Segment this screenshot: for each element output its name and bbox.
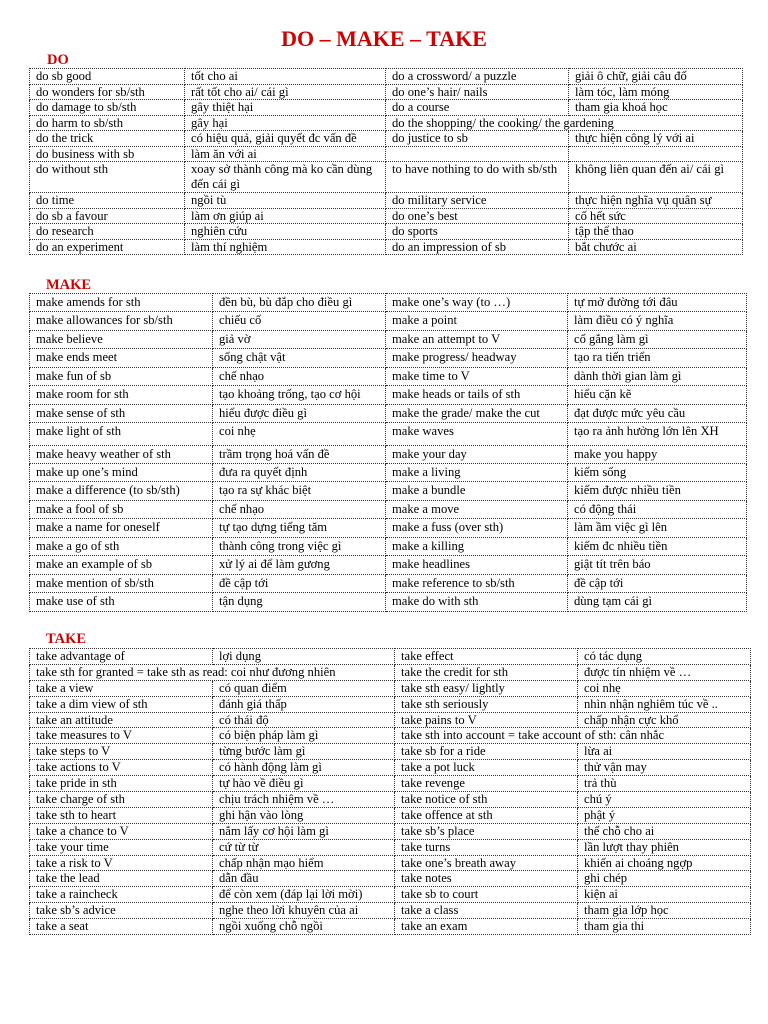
take-phrase-cell: take pride in sth — [30, 776, 213, 792]
take-phrase-cell: take a view — [30, 680, 213, 696]
make-meaning-cell: đạt được mức yêu cầu — [568, 404, 747, 422]
take-table-row — [30, 744, 751, 760]
do-phrase-cell: do harm to sb/sth — [30, 115, 185, 131]
take-meaning-cell: chú ý — [578, 792, 751, 808]
take-phrase-cell: take sth easy/ lightly — [395, 680, 578, 696]
take-phrase-cell: take a raincheck — [30, 887, 213, 903]
make-meaning-cell: tận dụng — [213, 593, 386, 611]
make-table — [29, 293, 747, 612]
make-table-row — [30, 312, 747, 330]
take-meaning-cell: thế chỗ cho ai — [578, 823, 751, 839]
take-meaning-cell: nắm lấy cơ hội làm gì — [213, 823, 395, 839]
take-table-row — [30, 712, 751, 728]
do-table-row — [30, 84, 743, 100]
do-meaning-cell: gây hại — [185, 115, 386, 131]
make-phrase-cell: make a difference (to sb/sth) — [30, 482, 213, 500]
do-table-row — [30, 224, 743, 240]
do-meaning-cell — [569, 146, 743, 162]
make-phrase-cell: make a killing — [386, 537, 568, 555]
take-table-row — [30, 680, 751, 696]
do-phrase-cell: do without sth — [30, 162, 185, 193]
make-table-row — [30, 537, 747, 555]
do-phrase-cell: do the shopping/ the cooking/ the gardening — [386, 115, 743, 131]
make-meaning-cell: đề cập tới — [213, 574, 386, 592]
make-meaning-cell: tự mở đường tới đâu — [568, 294, 747, 312]
take-meaning-cell: nhìn nhận nghiêm túc về .. — [578, 696, 751, 712]
make-phrase-cell: make do with sth — [386, 593, 568, 611]
take-table-row — [30, 760, 751, 776]
take-phrase-cell: take actions to V — [30, 760, 213, 776]
take-meaning-cell: có thái độ — [213, 712, 395, 728]
take-meaning-cell: khiến ai choáng ngợp — [578, 855, 751, 871]
do-table-row — [30, 193, 743, 209]
make-meaning-cell: hiểu được điều gì — [213, 404, 386, 422]
take-meaning-cell: coi nhẹ — [578, 680, 751, 696]
make-meaning-cell: tự tạo dựng tiếng tăm — [213, 519, 386, 537]
take-table-row — [30, 903, 751, 919]
take-phrase-cell: take measures to V — [30, 728, 213, 744]
take-meaning-cell: lần lượt thay phiên — [578, 839, 751, 855]
take-table-row — [30, 728, 751, 744]
make-table-row — [30, 330, 747, 348]
take-meaning-cell: đánh giá thấp — [213, 696, 395, 712]
take-phrase-cell: take a chance to V — [30, 823, 213, 839]
do-table-row — [30, 162, 743, 193]
take-phrase-cell: take turns — [395, 839, 578, 855]
take-table-row — [30, 855, 751, 871]
do-phrase-cell: do wonders for sb/sth — [30, 84, 185, 100]
do-meaning-cell: tập thể thao — [569, 224, 743, 240]
make-table-row — [30, 367, 747, 385]
make-table-row — [30, 593, 747, 611]
make-phrase-cell: make the grade/ make the cut — [386, 404, 568, 422]
do-phrase-cell: do one’s hair/ nails — [386, 84, 569, 100]
take-table-row — [30, 807, 751, 823]
make-meaning-cell: cố gắng làm gì — [568, 330, 747, 348]
make-meaning-cell: tạo ra tiến triển — [568, 349, 747, 367]
take-meaning-cell: từng bước làm gì — [213, 744, 395, 760]
make-table-row — [30, 464, 747, 482]
do-meaning-cell: thực hiện công lý với ai — [569, 131, 743, 147]
make-phrase-cell: make reference to sb/sth — [386, 574, 568, 592]
do-meaning-cell: bắt chước ai — [569, 239, 743, 255]
take-meaning-cell: chấp nhận cực khổ — [578, 712, 751, 728]
take-section-label: TAKE — [46, 631, 87, 647]
do-phrase-cell: do military service — [386, 193, 569, 209]
make-meaning-cell: make you happy — [568, 445, 747, 463]
do-phrase-cell: do one’s best — [386, 208, 569, 224]
take-phrase-cell: take sb to court — [395, 887, 578, 903]
make-table-row — [30, 349, 747, 367]
make-phrase-cell: make a go of sth — [30, 537, 213, 555]
make-phrase-cell: make heavy weather of sth — [30, 445, 213, 463]
take-phrase-cell: take sth to heart — [30, 807, 213, 823]
do-meaning-cell: tốt cho ai — [185, 69, 386, 85]
take-phrase-cell: take sth into account = take account of sth: cân nhắc — [395, 728, 751, 744]
take-phrase-cell: take your time — [30, 839, 213, 855]
take-phrase-cell: take a risk to V — [30, 855, 213, 871]
make-table-row — [30, 519, 747, 537]
make-phrase-cell: make a living — [386, 464, 568, 482]
do-phrase-cell: do an impression of sb — [386, 239, 569, 255]
make-meaning-cell: dành thời gian làm gì — [568, 367, 747, 385]
take-phrase-cell: take effect — [395, 649, 578, 665]
make-table-row — [30, 574, 747, 592]
make-meaning-cell: tạo khoảng trống, tạo cơ hội — [213, 386, 386, 404]
make-meaning-cell: có động thái — [568, 500, 747, 518]
do-phrase-cell: do business with sb — [30, 146, 185, 162]
make-table-row — [30, 482, 747, 500]
make-phrase-cell: make light of sth — [30, 423, 213, 446]
do-phrase-cell: do time — [30, 193, 185, 209]
take-meaning-cell: có quan điểm — [213, 680, 395, 696]
make-phrase-cell: make sense of sth — [30, 404, 213, 422]
take-phrase-cell: take notice of sth — [395, 792, 578, 808]
make-meaning-cell: làm ầm việc gì lên — [568, 519, 747, 537]
make-table-row — [30, 386, 747, 404]
take-meaning-cell: tham gia lớp học — [578, 903, 751, 919]
take-table-row — [30, 696, 751, 712]
take-meaning-cell: ghi hận vào lòng — [213, 807, 395, 823]
make-phrase-cell: make allowances for sb/sth — [30, 312, 213, 330]
take-meaning-cell: có hành động làm gì — [213, 760, 395, 776]
do-table-row — [30, 100, 743, 116]
make-phrase-cell: make heads or tails of sth — [386, 386, 568, 404]
make-phrase-cell: make time to V — [386, 367, 568, 385]
make-phrase-cell: make room for sth — [30, 386, 213, 404]
make-phrase-cell: make believe — [30, 330, 213, 348]
do-meaning-cell: làm ơn giúp ai — [185, 208, 386, 224]
do-phrase-cell: do justice to sb — [386, 131, 569, 147]
take-phrase-cell: take sb for a ride — [395, 744, 578, 760]
do-meaning-cell: có hiệu quả, giải quyết đc vấn đề — [185, 131, 386, 147]
do-table-row — [30, 146, 743, 162]
make-meaning-cell: thành công trong việc gì — [213, 537, 386, 555]
take-meaning-cell: ngồi xuống chỗ ngồi — [213, 919, 395, 935]
make-meaning-cell: dùng tạm cái gì — [568, 593, 747, 611]
make-meaning-cell: coi nhẹ — [213, 423, 386, 446]
do-meaning-cell: làm thí nghiệm — [185, 239, 386, 255]
take-table-row — [30, 823, 751, 839]
take-table — [29, 648, 751, 935]
make-meaning-cell: chiếu cố — [213, 312, 386, 330]
do-table-row — [30, 208, 743, 224]
do-table-row — [30, 69, 743, 85]
take-phrase-cell: take one’s breath away — [395, 855, 578, 871]
make-phrase-cell: make up one’s mind — [30, 464, 213, 482]
make-section-label: MAKE — [46, 277, 92, 293]
do-section-label: DO — [47, 52, 69, 68]
make-table-row — [30, 556, 747, 574]
make-phrase-cell: make your day — [386, 445, 568, 463]
do-meaning-cell: thực hiện nghĩa vụ quân sự — [569, 193, 743, 209]
make-phrase-cell: make a fuss (over sth) — [386, 519, 568, 537]
make-phrase-cell: make use of sth — [30, 593, 213, 611]
make-phrase-cell: make an example of sb — [30, 556, 213, 574]
do-meaning-cell: làm ăn với ai — [185, 146, 386, 162]
do-meaning-cell: ngồi tù — [185, 193, 386, 209]
page-title: DO – MAKE – TAKE — [281, 26, 487, 51]
take-phrase-cell: take notes — [395, 871, 578, 887]
take-meaning-cell: thử vận may — [578, 760, 751, 776]
do-meaning-cell: không liên quan đến ai/ cái gì — [569, 162, 743, 193]
take-phrase-cell: take sth seriously — [395, 696, 578, 712]
do-phrase-cell: do the trick — [30, 131, 185, 147]
take-table-row — [30, 887, 751, 903]
do-phrase-cell: do damage to sb/sth — [30, 100, 185, 116]
make-meaning-cell: đền bù, bù đắp cho điều gì — [213, 294, 386, 312]
take-meaning-cell: để còn xem (đáp lại lời mời) — [213, 887, 395, 903]
take-meaning-cell: được tín nhiệm về … — [578, 664, 751, 680]
take-phrase-cell: take the lead — [30, 871, 213, 887]
make-meaning-cell: trầm trọng hoá vấn đề — [213, 445, 386, 463]
make-meaning-cell: kiếm đc nhiều tiền — [568, 537, 747, 555]
take-table-row — [30, 871, 751, 887]
take-meaning-cell: lợi dụng — [213, 649, 395, 665]
take-phrase-cell: take advantage of — [30, 649, 213, 665]
do-meaning-cell: cố hết sức — [569, 208, 743, 224]
make-phrase-cell: make one’s way (to …) — [386, 294, 568, 312]
do-phrase-cell: to have nothing to do with sb/sth — [386, 162, 569, 193]
take-meaning-cell: dẫn đầu — [213, 871, 395, 887]
make-phrase-cell: make progress/ headway — [386, 349, 568, 367]
make-meaning-cell: chế nhạo — [213, 500, 386, 518]
take-meaning-cell: nghe theo lời khuyên của ai — [213, 903, 395, 919]
take-meaning-cell: tự hào về điều gì — [213, 776, 395, 792]
make-meaning-cell: hiểu cặn kẽ — [568, 386, 747, 404]
take-phrase-cell: take a seat — [30, 919, 213, 935]
make-phrase-cell: make a move — [386, 500, 568, 518]
make-table-row — [30, 445, 747, 463]
take-table-row — [30, 776, 751, 792]
make-meaning-cell: đưa ra quyết định — [213, 464, 386, 482]
make-table-row — [30, 500, 747, 518]
make-meaning-cell: chế nhạo — [213, 367, 386, 385]
take-meaning-cell: tham gia thi — [578, 919, 751, 935]
make-meaning-cell: giật tít trên báo — [568, 556, 747, 574]
do-phrase-cell: do sb good — [30, 69, 185, 85]
make-phrase-cell: make a name for oneself — [30, 519, 213, 537]
do-meaning-cell: giải ô chữ, giải câu đố — [569, 69, 743, 85]
make-phrase-cell: make fun of sb — [30, 367, 213, 385]
make-meaning-cell: tạo ra sự khác biệt — [213, 482, 386, 500]
take-table-row — [30, 919, 751, 935]
take-phrase-cell: take the credit for sth — [395, 664, 578, 680]
take-table-row — [30, 839, 751, 855]
do-phrase-cell: do a crossword/ a puzzle — [386, 69, 569, 85]
make-phrase-cell: make amends for sth — [30, 294, 213, 312]
take-phrase-cell: take charge of sth — [30, 792, 213, 808]
make-table-row — [30, 294, 747, 312]
do-phrase-cell: do research — [30, 224, 185, 240]
make-meaning-cell: kiếm sống — [568, 464, 747, 482]
make-meaning-cell: kiếm được nhiều tiền — [568, 482, 747, 500]
take-phrase-cell: take a pot luck — [395, 760, 578, 776]
take-table-row — [30, 792, 751, 808]
make-meaning-cell: đề cập tới — [568, 574, 747, 592]
take-phrase-cell: take revenge — [395, 776, 578, 792]
make-meaning-cell: làm điều có ý nghĩa — [568, 312, 747, 330]
take-meaning-cell: phật ý — [578, 807, 751, 823]
take-meaning-cell: chấp nhận mạo hiểm — [213, 855, 395, 871]
make-phrase-cell: make ends meet — [30, 349, 213, 367]
do-meaning-cell: xoay sở thành công mà ko cần dùng đến cái gì — [185, 162, 386, 193]
do-meaning-cell: gây thiệt hại — [185, 100, 386, 116]
make-phrase-cell: make a point — [386, 312, 568, 330]
make-meaning-cell: sống chật vật — [213, 349, 386, 367]
make-phrase-cell: make a bundle — [386, 482, 568, 500]
do-phrase-cell: do a course — [386, 100, 569, 116]
make-phrase-cell: make waves — [386, 423, 568, 446]
take-meaning-cell: có tác dụng — [578, 649, 751, 665]
do-phrase-cell: do sb a favour — [30, 208, 185, 224]
take-phrase-cell: take offence at sth — [395, 807, 578, 823]
take-phrase-cell: take steps to V — [30, 744, 213, 760]
do-phrase-cell: do sports — [386, 224, 569, 240]
do-phrase-cell — [386, 146, 569, 162]
do-table — [29, 68, 743, 255]
make-meaning-cell: tạo ra ảnh hưởng lớn lên XH — [568, 423, 747, 446]
do-table-row — [30, 239, 743, 255]
do-meaning-cell: rất tốt cho ai/ cái gì — [185, 84, 386, 100]
take-phrase-cell: take sb’s advice — [30, 903, 213, 919]
do-meaning-cell: tham gia khoá học — [569, 100, 743, 116]
take-phrase-cell: take an exam — [395, 919, 578, 935]
take-table-row — [30, 649, 751, 665]
do-meaning-cell: nghiên cứu — [185, 224, 386, 240]
take-table-row — [30, 664, 751, 680]
take-meaning-cell: có biện pháp làm gì — [213, 728, 395, 744]
take-meaning-cell: cứ từ từ — [213, 839, 395, 855]
do-table-row — [30, 115, 743, 131]
do-phrase-cell: do an experiment — [30, 239, 185, 255]
do-meaning-cell: làm tóc, làm móng — [569, 84, 743, 100]
take-phrase-cell: take a class — [395, 903, 578, 919]
make-meaning-cell: xử lý ai để làm gương — [213, 556, 386, 574]
take-meaning-cell: chịu trách nhiệm về … — [213, 792, 395, 808]
make-table-row — [30, 423, 747, 446]
take-phrase-cell: take pains to V — [395, 712, 578, 728]
take-phrase-cell: take a dim view of sth — [30, 696, 213, 712]
make-phrase-cell: make an attempt to V — [386, 330, 568, 348]
take-phrase-cell: take sth for granted = take sth as read: coi như đương nhiên — [30, 664, 395, 680]
take-phrase-cell: take sb’s place — [395, 823, 578, 839]
make-meaning-cell: giả vờ — [213, 330, 386, 348]
take-phrase-cell: take an attitude — [30, 712, 213, 728]
make-phrase-cell: make headlines — [386, 556, 568, 574]
take-meaning-cell: trả thù — [578, 776, 751, 792]
do-table-row — [30, 131, 743, 147]
make-phrase-cell: make mention of sb/sth — [30, 574, 213, 592]
take-meaning-cell: lừa ai — [578, 744, 751, 760]
take-meaning-cell: ghi chép — [578, 871, 751, 887]
take-meaning-cell: kiện ai — [578, 887, 751, 903]
make-table-row — [30, 404, 747, 422]
make-phrase-cell: make a fool of sb — [30, 500, 213, 518]
